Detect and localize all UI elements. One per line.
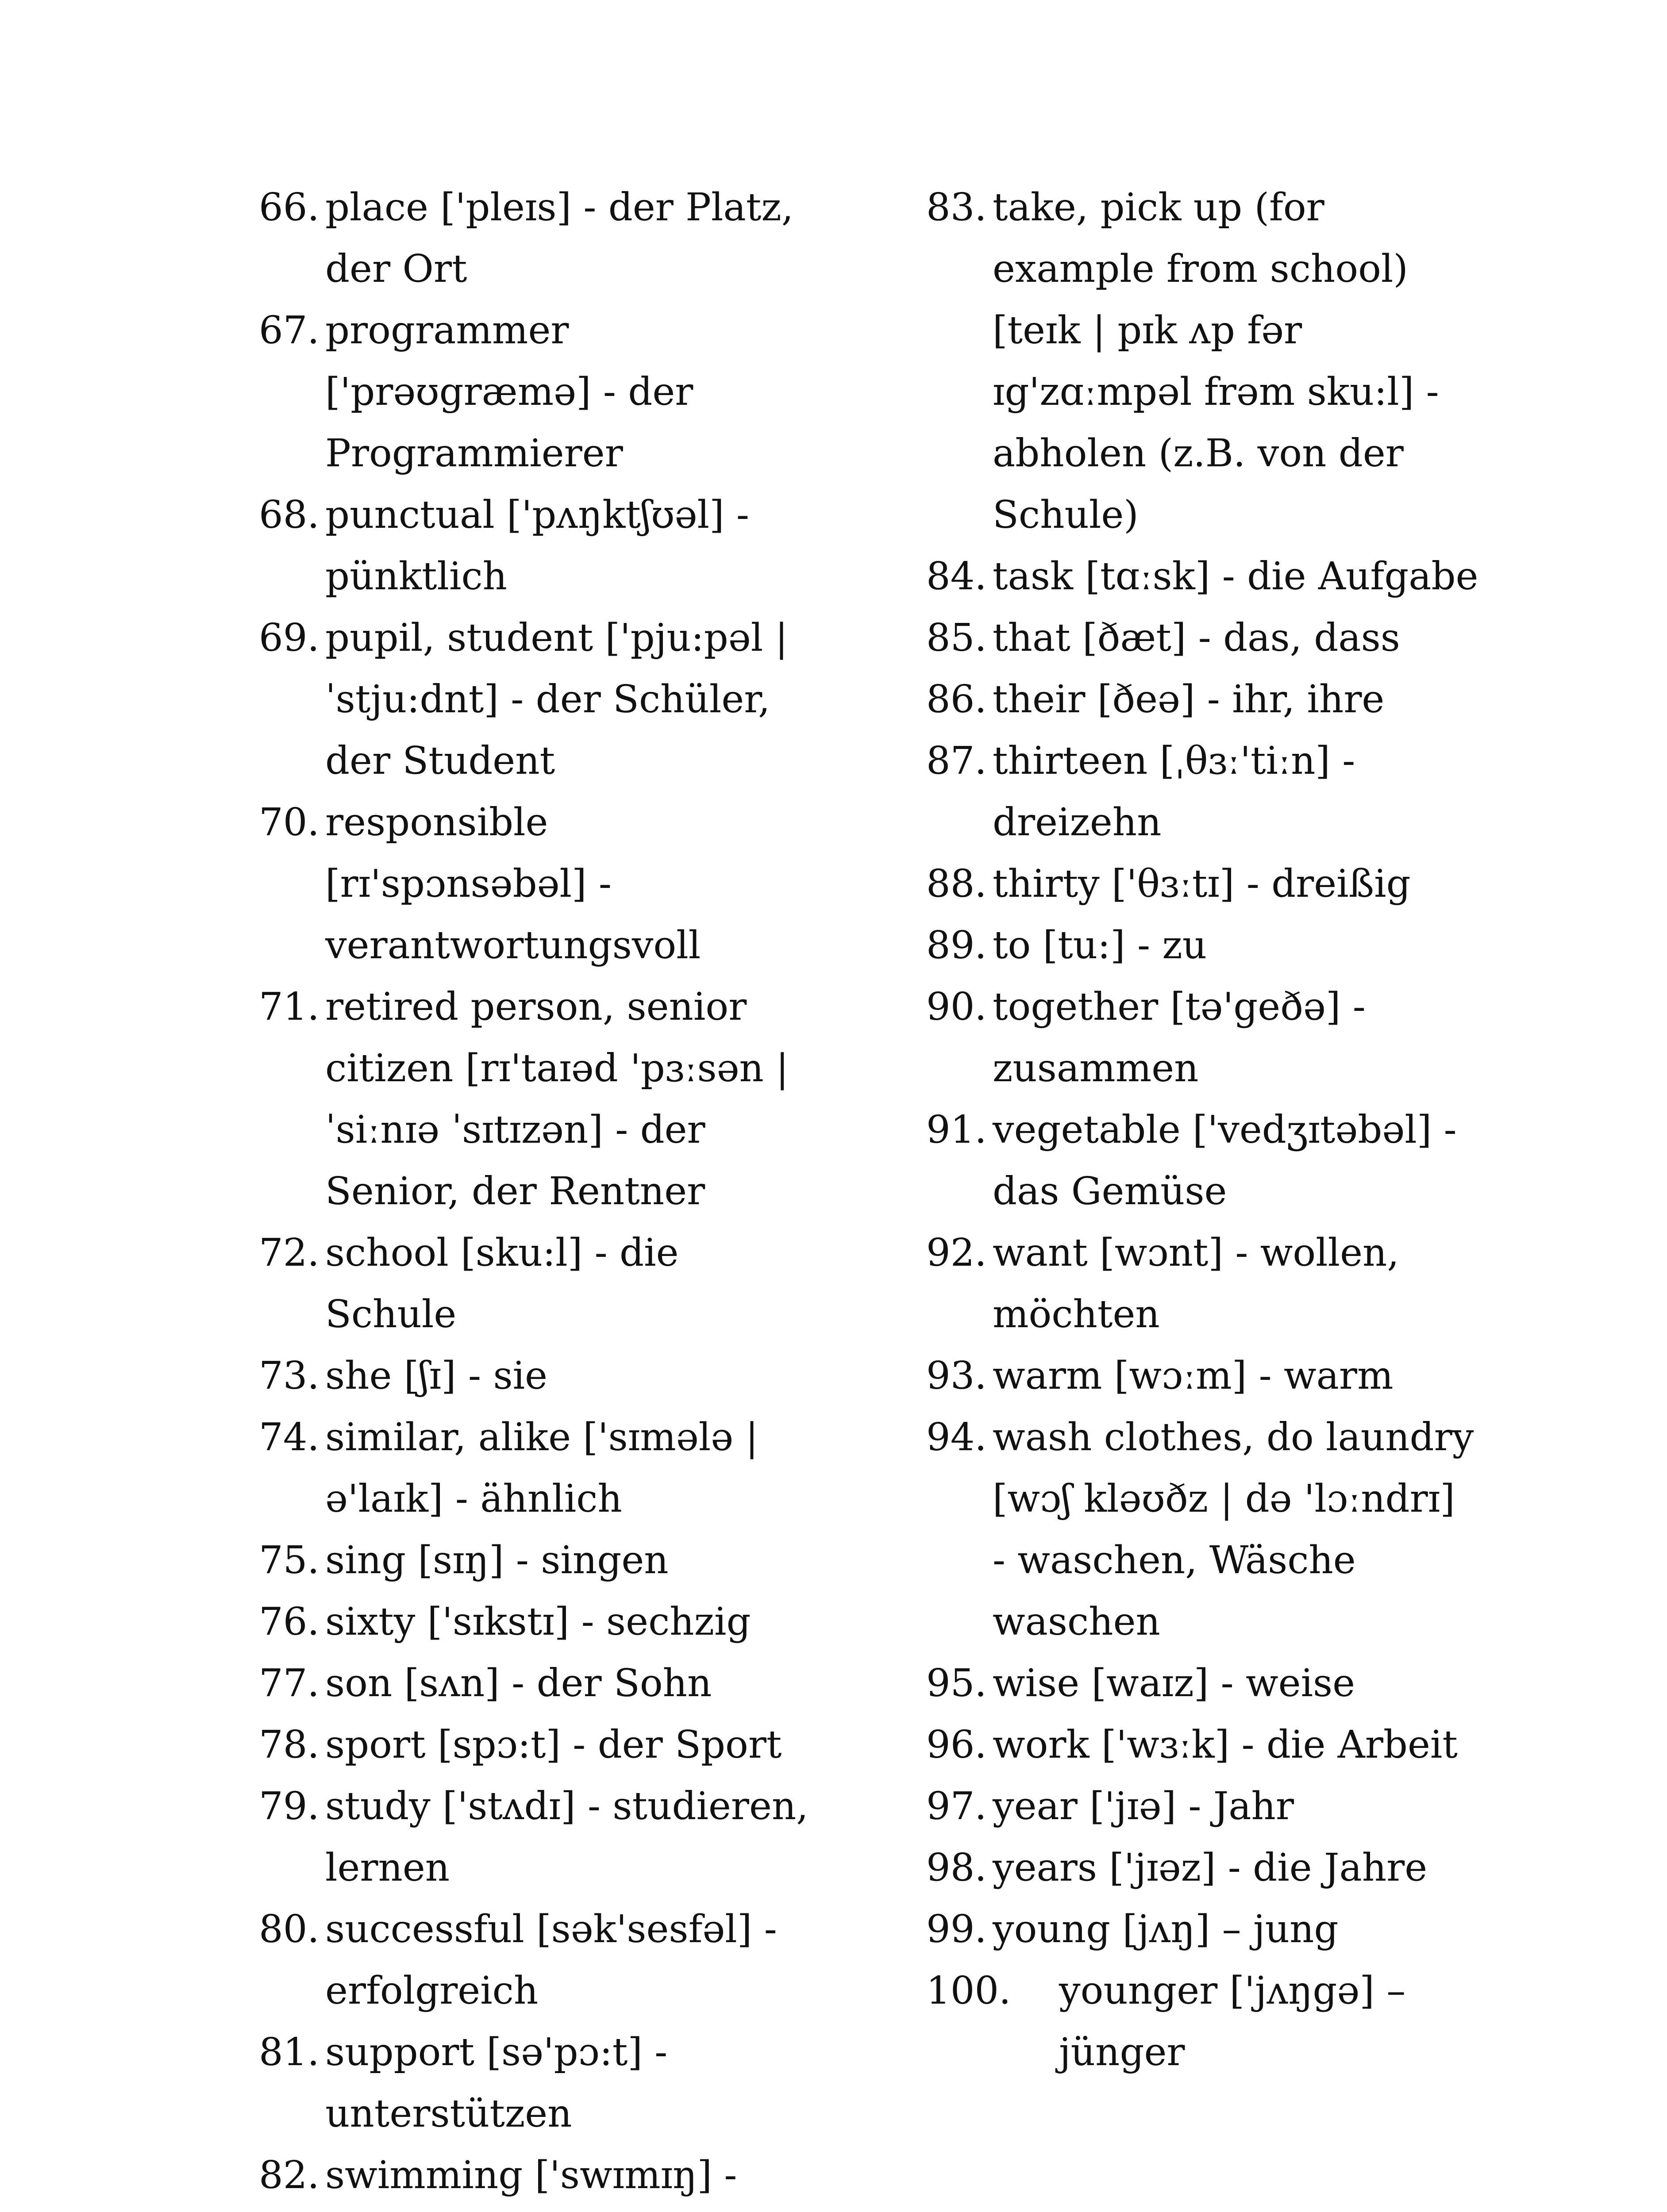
entry-text [325, 177, 861, 300]
entry-line: young [jʌŋ] – jung [993, 1907, 1339, 1951]
entry-line: ɪg'zɑːmpəl frəm sku:l] - [993, 370, 1439, 414]
entry-number: 71. [259, 985, 320, 1029]
vocab-entry [926, 607, 1515, 669]
vocab-entry [926, 1899, 1515, 1960]
entry-line: responsible [325, 800, 548, 845]
entry-text [325, 607, 861, 792]
entry-text [325, 1714, 861, 1776]
entry-number: 72. [259, 1231, 320, 1275]
entry-text [325, 484, 861, 607]
entry-line: jünger [1059, 2030, 1185, 2074]
vocab-entry [259, 607, 861, 792]
entry-line: similar, alike ['sɪmələ | [325, 1415, 758, 1459]
entry-line: möchten [993, 1292, 1160, 1336]
entry-line: wise [waɪz] - weise [993, 1661, 1355, 1705]
entry-line: dreizehn [993, 800, 1162, 845]
entry-text [325, 976, 861, 1222]
entry-line: unterstützen [325, 2092, 572, 2136]
vocab-entry [259, 1899, 861, 2022]
entry-line: erfolgreich [325, 1969, 539, 2013]
entry-text [993, 1345, 1515, 1407]
entry-text [993, 1653, 1515, 1714]
vocab-entry [926, 1960, 1515, 2083]
entry-line: verantwortungsvoll [325, 923, 701, 968]
entry-line: take, pick up (for [993, 185, 1324, 230]
entry-text [993, 1099, 1515, 1222]
entry-number: 95. [926, 1661, 987, 1705]
entry-line: she [ʃɪ] - sie [325, 1354, 547, 1398]
entry-number: 76. [259, 1600, 320, 1644]
entry-number: 90. [926, 985, 987, 1029]
entry-line: warm [wɔːm] - warm [993, 1354, 1394, 1398]
entry-number: 73. [259, 1354, 320, 1398]
entry-number: 81. [259, 2030, 320, 2074]
vocab-entry [259, 1591, 861, 1653]
entry-text [993, 1222, 1515, 1345]
entry-number: 80. [259, 1907, 320, 1951]
vocab-entry [926, 853, 1515, 915]
entry-number: 98. [926, 1846, 987, 1890]
entry-line: example from school) [993, 247, 1408, 291]
entry-line: das Gemüse [993, 1169, 1227, 1214]
entry-line: support [sə'pɔ:t] - [325, 2030, 668, 2074]
entry-text [993, 177, 1515, 546]
entry-line [325, 2206, 861, 2212]
entry-line: work ['wɜːk] - die Arbeit [993, 1723, 1458, 1767]
entry-text [1059, 1960, 1515, 2083]
entry-line: Senior, der Rentner [325, 1169, 705, 1214]
entry-line: pupil, student ['pju:pəl | [325, 616, 788, 660]
entry-text [993, 669, 1515, 730]
entry-line: to [tu:] - zu [993, 923, 1207, 968]
entry-line: sport [spɔ:t] - der Sport [325, 1723, 782, 1767]
entry-line: son [sʌn] - der Sohn [325, 1661, 712, 1705]
vocab-entry [259, 1345, 861, 1407]
entry-line: Programmierer [325, 431, 623, 476]
entry-line: study ['stʌdɪ] - studieren, [325, 1784, 808, 1828]
entry-text [993, 1714, 1515, 1776]
entry-line: [teɪk | pɪk ʌp fər [993, 308, 1302, 353]
entry-line: wash clothes, do laundry [993, 1415, 1474, 1459]
vocab-entry [926, 1837, 1515, 1899]
entry-line: want [wɔnt] - wollen, [993, 1231, 1399, 1275]
vocab-entry [926, 1222, 1515, 1345]
entry-number: 70. [259, 800, 320, 845]
vocab-entry [259, 1776, 861, 1899]
entry-number: 96. [926, 1723, 987, 1767]
vocab-entry [259, 2022, 861, 2145]
entry-text [993, 1899, 1515, 1960]
entry-text [325, 1653, 861, 1714]
vocab-entry [259, 1530, 861, 1591]
entry-number: 83. [926, 185, 987, 230]
entry-line: ['prəʊgræmə] - der [325, 370, 693, 414]
vocab-entry [926, 546, 1515, 607]
entry-text [325, 792, 861, 976]
entry-number: 93. [926, 1354, 987, 1398]
entry-text [325, 1345, 861, 1407]
entry-text [993, 915, 1515, 976]
entry-line: that [ðæt] - das, dass [993, 616, 1400, 660]
entry-line: school [sku:l] - die [325, 1231, 679, 1275]
entry-number: 92. [926, 1231, 987, 1275]
entry-line: Schule) [993, 493, 1139, 537]
entry-text [993, 853, 1515, 915]
entry-text [993, 1776, 1515, 1837]
entry-line: ˈstju:dnt] - der Schüler, [325, 677, 770, 722]
entry-text [325, 1899, 861, 2022]
entry-line: [rɪ'spɔnsəbəl] - [325, 862, 612, 906]
entry-text [325, 1591, 861, 1653]
vocab-entry [259, 792, 861, 976]
vocab-entry [259, 2145, 861, 2212]
entry-number: 89. [926, 923, 987, 968]
vocab-entry [926, 1776, 1515, 1837]
entry-line: ˈsiːnɪə ˈsɪtɪzən] - der [325, 1108, 705, 1152]
entry-line: [wɔʃ kləʊðz | də 'lɔːndrɪ] [993, 1477, 1455, 1521]
entry-text [325, 1222, 861, 1345]
entry-number: 84. [926, 554, 987, 599]
entry-number: 97. [926, 1784, 987, 1828]
entry-line: ə'laɪk] - ähnlich [325, 1477, 622, 1521]
entry-line: their [ðeə] - ihr, ihre [993, 677, 1385, 722]
entry-number: 100. [926, 1969, 1011, 2013]
entry-number: 79. [259, 1784, 320, 1828]
entry-text [993, 1837, 1515, 1899]
vocab-entry [926, 1345, 1515, 1407]
entry-line: der Ort [325, 247, 467, 291]
entry-line: younger ['jʌŋgə] – [1059, 1969, 1406, 2013]
vocab-entry [926, 730, 1515, 853]
entry-number: 69. [259, 616, 320, 660]
entry-line: punctual ['pʌŋktʃʊəl] - [325, 493, 749, 537]
entry-line: citizen [rɪ'taɪəd 'pɜːsən | [325, 1046, 789, 1091]
entry-number: 66. [259, 185, 320, 230]
vocab-entry [259, 300, 861, 484]
entry-line: zusammen [993, 1046, 1199, 1091]
vocab-entry [926, 1099, 1515, 1222]
entry-text [325, 2145, 861, 2212]
entry-number: 87. [926, 739, 987, 783]
entry-line: years ['jɪəz] - die Jahre [993, 1846, 1428, 1890]
entry-text [993, 607, 1515, 669]
entry-number: 82. [259, 2153, 320, 2197]
vocab-entry [259, 976, 861, 1222]
entry-number: 85. [926, 616, 987, 660]
entry-line: lernen [325, 1846, 450, 1890]
vocab-column-right [926, 177, 1515, 2083]
entry-number: 88. [926, 862, 987, 906]
vocab-entry [259, 177, 861, 300]
entry-line: sixty ['sɪkstɪ] - sechzig [325, 1600, 751, 1644]
entry-line: programmer [325, 308, 569, 353]
entry-line: sing [sɪŋ] - singen [325, 1538, 669, 1582]
entry-text [325, 1530, 861, 1591]
entry-number: 78. [259, 1723, 320, 1767]
vocab-entry [926, 669, 1515, 730]
vocab-entry [926, 976, 1515, 1099]
entry-text [325, 300, 861, 484]
vocab-entry [259, 1714, 861, 1776]
entry-text [325, 2022, 861, 2145]
entry-line: vegetable ['vedʒɪtəbəl] - [993, 1108, 1457, 1152]
entry-line: pünktlich [325, 554, 508, 599]
entry-line: together [tə'geðə] - [993, 985, 1366, 1029]
entry-line: Schule [325, 1292, 457, 1336]
entry-text [325, 1776, 861, 1899]
vocab-entry [259, 484, 861, 607]
entry-line: year ['jɪə] - Jahr [993, 1784, 1294, 1828]
entry-line: swimming ['swɪmɪŋ] - [325, 2153, 737, 2197]
vocab-entry [259, 1222, 861, 1345]
entry-text [325, 1407, 861, 1530]
entry-text [993, 1407, 1515, 1653]
entry-number: 86. [926, 677, 987, 722]
entry-line: - waschen, Wäsche [993, 1538, 1356, 1582]
entry-line: place ['pleɪs] - der Platz, [325, 185, 794, 230]
entry-text [993, 976, 1515, 1099]
vocab-entry [926, 915, 1515, 976]
vocab-entry [926, 1714, 1515, 1776]
entry-text [993, 730, 1515, 853]
entry-number: 68. [259, 493, 320, 537]
vocab-column-left [259, 177, 861, 2212]
entry-number: 77. [259, 1661, 320, 1705]
entry-number: 67. [259, 308, 320, 353]
entry-line: waschen [993, 1600, 1160, 1644]
vocab-entry [926, 1407, 1515, 1653]
entry-line: thirty ['θɜːtɪ] - dreißig [993, 862, 1411, 906]
entry-line: abholen (z.B. von der [993, 431, 1404, 476]
entry-number: 99. [926, 1907, 987, 1951]
entry-line: retired person, senior [325, 985, 747, 1029]
entry-number: 94. [926, 1415, 987, 1459]
entry-text [993, 546, 1515, 607]
vocab-entry [926, 177, 1515, 546]
entry-number: 75. [259, 1538, 320, 1582]
vocab-entry [259, 1653, 861, 1714]
entry-number: 74. [259, 1415, 320, 1459]
vocab-entry [259, 1407, 861, 1530]
entry-line: successful [sək'sesfəl] - [325, 1907, 777, 1951]
entry-number: 91. [926, 1108, 987, 1152]
entry-line: task [tɑːsk] - die Aufgabe [993, 554, 1478, 599]
entry-line: thirteen [ˌθɜː'tiːn] - [993, 739, 1355, 783]
vocab-entry [926, 1653, 1515, 1714]
entry-line: der Student [325, 739, 555, 783]
